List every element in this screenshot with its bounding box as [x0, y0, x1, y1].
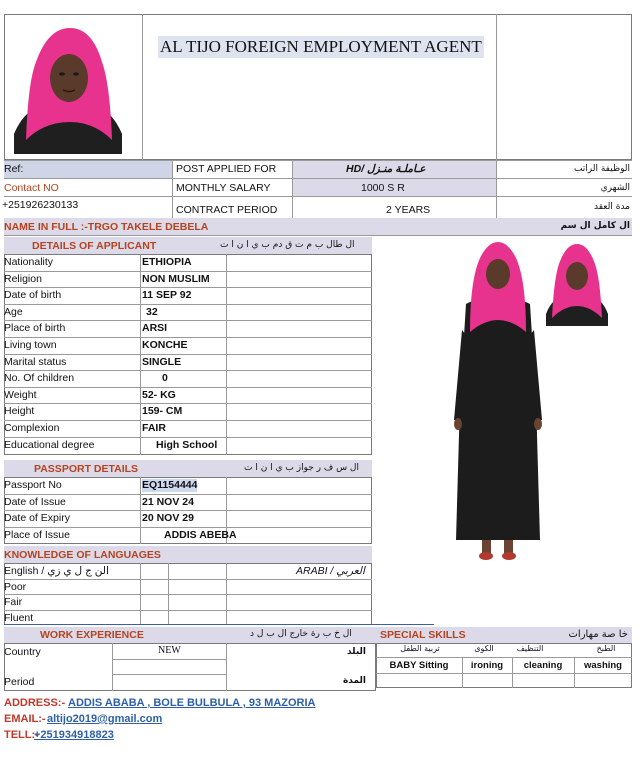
- passport-title-ar: ال س ف ر جواز ب ي ا ن ا ت: [244, 463, 359, 473]
- post-value: HD/ عـاملـة منـزل: [346, 163, 426, 175]
- passport-value: 21 NOV 24: [142, 495, 194, 508]
- skill-item: ironing: [470, 660, 504, 671]
- country-label: Country: [4, 646, 41, 658]
- contact-value: +251926230133: [2, 199, 79, 211]
- passport-title: PASSPORT DETAILS: [34, 463, 139, 475]
- applicant-value: High School: [156, 438, 218, 451]
- tel-link[interactable]: +251934918823: [34, 729, 114, 741]
- small-portrait-photo: [546, 240, 608, 326]
- skill-ar-label: تربية الطفل: [400, 644, 440, 653]
- row-divider: [4, 370, 372, 371]
- row-divider: [4, 437, 372, 438]
- address-label: ADDRESS:-: [4, 697, 66, 709]
- skill-ar-label: التنظيف: [516, 644, 544, 653]
- row-divider: [4, 494, 372, 495]
- row-divider: [4, 337, 372, 338]
- row-divider: [4, 271, 372, 272]
- skill-item: washing: [583, 660, 622, 671]
- applicant-title-ar: ال طال ب م ت ق دم ب ي ا ن ا ت: [220, 240, 355, 250]
- salary-label: MONTHLY SALARY: [176, 182, 271, 194]
- applicant-label: Living town: [4, 339, 57, 351]
- contact-label: Contact NO: [4, 182, 59, 194]
- contract-label: CONTRACT PERIOD: [176, 204, 278, 216]
- passport-label: Passport No: [4, 479, 62, 491]
- tel-label: TELL:-: [4, 729, 39, 741]
- applicant-title: DETAILS OF APPLICANT: [32, 240, 157, 252]
- language-level-ar: ARABI / العربي: [296, 565, 365, 577]
- row-divider: [4, 387, 372, 388]
- passport-label: Place of Issue: [4, 528, 70, 541]
- skills-title: SPECIAL SKILLS: [380, 629, 466, 641]
- row-divider: [4, 354, 372, 355]
- work-table: [4, 643, 376, 691]
- address-value[interactable]: ADDIS ABABA , BOLE BULBULA , 93 MAZORIA: [68, 697, 316, 709]
- email-link[interactable]: altijo2019@gmail.com: [47, 713, 163, 725]
- applicant-label: Age: [4, 305, 23, 318]
- row-divider: [4, 320, 372, 321]
- applicant-value: 32: [146, 305, 158, 318]
- applicant-label: Height: [4, 405, 35, 418]
- passport-value: 20 NOV 29: [142, 512, 194, 525]
- contract-value: 2 YEARS: [386, 204, 431, 216]
- full-name-ar: ال كامل ال سم: [560, 221, 630, 231]
- salary-value: 1000 S R: [361, 182, 405, 194]
- applicant-value: 0: [162, 372, 168, 385]
- language-label: Fluent: [4, 611, 34, 624]
- post-label: POST APPLIED FOR: [176, 163, 277, 175]
- language-label: English / الن ج ل ي زي: [4, 565, 109, 577]
- applicant-label: No. Of children: [4, 372, 75, 385]
- applicant-label: Educational degree: [4, 438, 95, 451]
- applicant-label: Place of birth: [4, 322, 66, 335]
- languages-title: KNOWLEDGE OF LANGUAGES: [4, 549, 161, 561]
- applicant-value: ARSI: [142, 322, 168, 335]
- country-ar: البلد: [346, 647, 366, 657]
- applicant-value: SINGLE: [142, 355, 182, 368]
- row-divider: [4, 594, 372, 595]
- skills-title-ar: خا صة مهارات: [568, 629, 628, 640]
- work-title-ar: ال خ ب رة خارج ال ب ل د: [250, 629, 352, 639]
- applicant-label: Complexion: [4, 422, 60, 434]
- row-divider: [4, 287, 372, 288]
- applicant-value: 11 SEP 92: [142, 289, 192, 302]
- language-label: Poor: [4, 580, 27, 593]
- salary-ar: الشهري: [600, 183, 630, 193]
- row-divider: [4, 403, 372, 404]
- passport-value: EQ1154444: [142, 479, 198, 491]
- period-label: Period: [4, 676, 35, 688]
- row-divider: [4, 579, 372, 580]
- skill-item: cleaning: [523, 660, 563, 671]
- applicant-label: Date of birth: [4, 289, 62, 302]
- row-divider: [4, 510, 372, 511]
- email-label: EMAIL:-: [4, 713, 46, 725]
- row-divider: [4, 304, 372, 305]
- country-value: NEW: [158, 645, 181, 656]
- period-ar: المدة: [342, 676, 366, 686]
- passport-value: ADDIS ABEBA: [164, 528, 237, 541]
- applicant-value: NON MUSLIM: [142, 272, 210, 285]
- applicant-value: 159- CM: [142, 405, 183, 418]
- skill-ar-label: الكوى: [474, 644, 494, 653]
- full-body-photo: [448, 240, 548, 566]
- applicant-label: Marital status: [4, 355, 67, 368]
- applicant-value: 52- KG: [142, 388, 176, 401]
- applicant-label: Weight: [4, 388, 37, 401]
- passport-label: Date of Issue: [4, 495, 66, 508]
- applicant-label: Nationality: [4, 256, 54, 268]
- passport-label: Date of Expiry: [4, 512, 70, 525]
- skill-item: BABY Sitting: [389, 660, 449, 671]
- agency-title: AL TIJO FOREIGN EMPLOYMENT AGENT: [158, 36, 484, 58]
- row-divider: [4, 420, 372, 421]
- applicant-label: Religion: [4, 272, 42, 285]
- skill-ar-label: الطبخ: [596, 644, 616, 653]
- full-name: NAME IN FULL :-TRGO TAKELE DEBELA: [4, 221, 209, 233]
- work-title: WORK EXPERIENCE: [40, 629, 144, 641]
- portrait-photo: [14, 22, 122, 154]
- ref-label: Ref:: [4, 163, 24, 175]
- post-ar: الوظيفة الراتب: [573, 164, 630, 174]
- language-label: Fair: [4, 596, 23, 608]
- applicant-value: KONCHE: [142, 339, 188, 351]
- applicant-value: ETHIOPIA: [142, 256, 192, 268]
- row-divider: [4, 610, 372, 611]
- applicant-value: FAIR: [142, 422, 166, 434]
- row-divider: [4, 527, 372, 528]
- contract-ar: مدة العقد: [594, 202, 630, 212]
